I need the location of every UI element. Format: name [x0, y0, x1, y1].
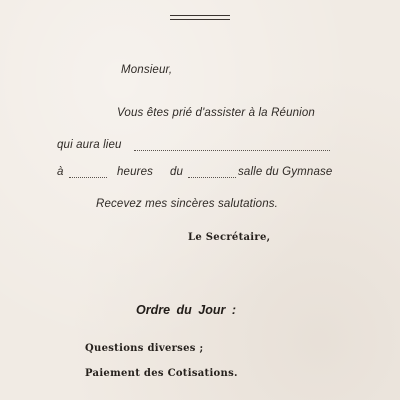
invitation-text-line1: Vous êtes prié d'assister à la Réunion [117, 107, 315, 119]
hours-text: heures [117, 166, 154, 178]
location-blank-line [134, 150, 330, 151]
venue-text: salle du Gymnase [238, 166, 333, 178]
top-ornament-rule-second [170, 19, 230, 20]
signature-title: Le Secrétaire, [188, 232, 271, 243]
agenda-heading: Ordre du Jour : [136, 303, 236, 317]
top-ornament-rule [170, 15, 230, 16]
invitation-text-line2: qui aura lieu [57, 139, 122, 151]
date-prefix-text: du [170, 166, 184, 178]
date-blank-line [188, 177, 236, 178]
closing-line: Recevez mes sincères salutations. [96, 198, 278, 210]
salutation: Monsieur, [121, 64, 173, 76]
agenda-item-2: Paiement des Cotisations. [85, 368, 238, 379]
time-blank-line [69, 177, 107, 178]
agenda-item-1: Questions diverses ; [85, 343, 204, 354]
at-text: à [57, 166, 64, 178]
